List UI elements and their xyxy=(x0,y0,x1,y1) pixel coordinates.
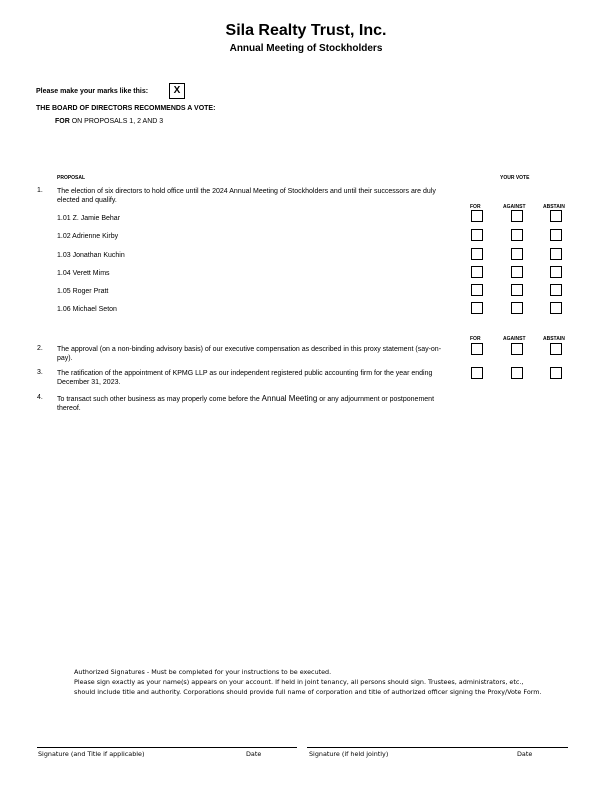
proposal-2-number: 2. xyxy=(37,345,43,352)
vote-for-checkbox-2[interactable] xyxy=(471,343,483,355)
proposal-4-annual-meeting: Annual Meeting xyxy=(261,394,318,403)
signature-line-2[interactable] xyxy=(307,747,568,748)
proposal-column-header: PROPOSAL xyxy=(57,175,86,181)
date-1-label: Date xyxy=(246,750,262,758)
vote-against-checkbox-1-02[interactable] xyxy=(511,229,523,241)
vote-header-abstain-2: ABSTAIN xyxy=(543,336,565,342)
vote-against-checkbox-1-05[interactable] xyxy=(511,284,523,296)
nominee-1-02: 1.02 Adrienne Kirby xyxy=(57,233,119,240)
vote-against-checkbox-1-06[interactable] xyxy=(511,302,523,314)
vote-for-checkbox-1-01[interactable] xyxy=(471,210,483,222)
nominee-1-06: 1.06 Michael Seton xyxy=(57,306,117,313)
recommendation-line xyxy=(55,118,163,125)
proposal-4-text-start: To transact such other business as may properly come before the xyxy=(57,396,260,403)
vote-abstain-checkbox-1-02[interactable] xyxy=(550,229,562,241)
signature-instructions xyxy=(74,667,544,697)
proposal-2-text: The approval (on a non-binding advisory basis) of our executive compensation as described in this proxy statement (say-on-pay). xyxy=(57,346,442,362)
vote-for-checkbox-3[interactable] xyxy=(471,367,483,379)
proposal-4-text-end: or any adjournment or postponement thereof. xyxy=(57,396,435,412)
recommend-for: FOR xyxy=(55,118,70,125)
vote-for-checkbox-1-03[interactable] xyxy=(471,248,483,260)
vote-against-checkbox-1-01[interactable] xyxy=(511,210,523,222)
vote-abstain-checkbox-1-04[interactable] xyxy=(550,266,562,278)
vote-abstain-checkbox-1-03[interactable] xyxy=(550,248,562,260)
proposal-1-number: 1. xyxy=(37,187,43,194)
vote-header-against-2: AGAINST xyxy=(503,336,526,342)
signature-line-1[interactable] xyxy=(37,747,297,748)
proposal-4-text xyxy=(57,394,442,413)
vote-for-checkbox-1-02[interactable] xyxy=(471,229,483,241)
recommend-proposals: ON PROPOSALS 1, 2 AND 3 xyxy=(71,118,164,125)
vote-header-for-1: FOR xyxy=(470,204,481,210)
proposal-3-number: 3. xyxy=(37,369,43,376)
your-vote-header: YOUR VOTE xyxy=(500,175,530,181)
nominee-1-04: 1.04 Verett Mims xyxy=(57,270,110,277)
proposal-1-text: The election of six directors to hold office until the 2024 Annual Meeting of Stockholders and until their successors are duly elected and qualify. xyxy=(57,188,436,204)
proposal-3-text: The ratification of the appointment of KPMG LLP as our independent registered public accounting firm for the year ending December 31, 2023. xyxy=(57,370,433,386)
vote-for-checkbox-1-04[interactable] xyxy=(471,266,483,278)
board-recommendation: THE BOARD OF DIRECTORS RECOMMENDS A VOTE: xyxy=(36,105,216,112)
vote-abstain-checkbox-2[interactable] xyxy=(550,343,562,355)
vote-header-against-1: AGAINST xyxy=(503,204,526,210)
vote-abstain-checkbox-1-05[interactable] xyxy=(550,284,562,296)
mark-example-box: X xyxy=(169,83,185,99)
vote-against-checkbox-2[interactable] xyxy=(511,343,523,355)
signature-note-line2: Please sign exactly as your name(s) appears on your account. If held in joint tenancy, all persons should sign. Trustees, administrators, etc., should include title and authority. Corporations should provide full name of corporation and title of authorized officer signing the Proxy/Vote Form. xyxy=(74,678,542,696)
vote-against-checkbox-1-04[interactable] xyxy=(511,266,523,278)
vote-abstain-checkbox-1-06[interactable] xyxy=(550,302,562,314)
nominee-1-05: 1.05 Roger Pratt xyxy=(57,288,109,295)
vote-header-abstain-1: ABSTAIN xyxy=(543,204,565,210)
vote-for-checkbox-1-05[interactable] xyxy=(471,284,483,296)
vote-against-checkbox-1-03[interactable] xyxy=(511,248,523,260)
document-title: Sila Realty Trust, Inc. xyxy=(225,22,387,39)
vote-for-checkbox-1-06[interactable] xyxy=(471,302,483,314)
signature-1-label: Signature (and Title if applicable) xyxy=(38,750,145,758)
vote-abstain-checkbox-3[interactable] xyxy=(550,367,562,379)
vote-header-for-2: FOR xyxy=(470,336,481,342)
signature-2-label: Signature (if held jointly) xyxy=(309,750,389,758)
signature-note-line1: Authorized Signatures - Must be completed for your instructions to be executed. xyxy=(74,668,332,676)
date-2-label: Date xyxy=(517,750,533,758)
proposal-4-number: 4. xyxy=(37,394,43,401)
document-subtitle: Annual Meeting of Stockholders xyxy=(229,43,383,54)
vote-against-checkbox-3[interactable] xyxy=(511,367,523,379)
marks-instruction: Please make your marks like this: xyxy=(36,88,149,95)
nominee-1-01: 1.01 Z. Jamie Behar xyxy=(57,215,121,222)
nominee-1-03: 1.03 Jonathan Kuchin xyxy=(57,252,125,259)
vote-abstain-checkbox-1-01[interactable] xyxy=(550,210,562,222)
